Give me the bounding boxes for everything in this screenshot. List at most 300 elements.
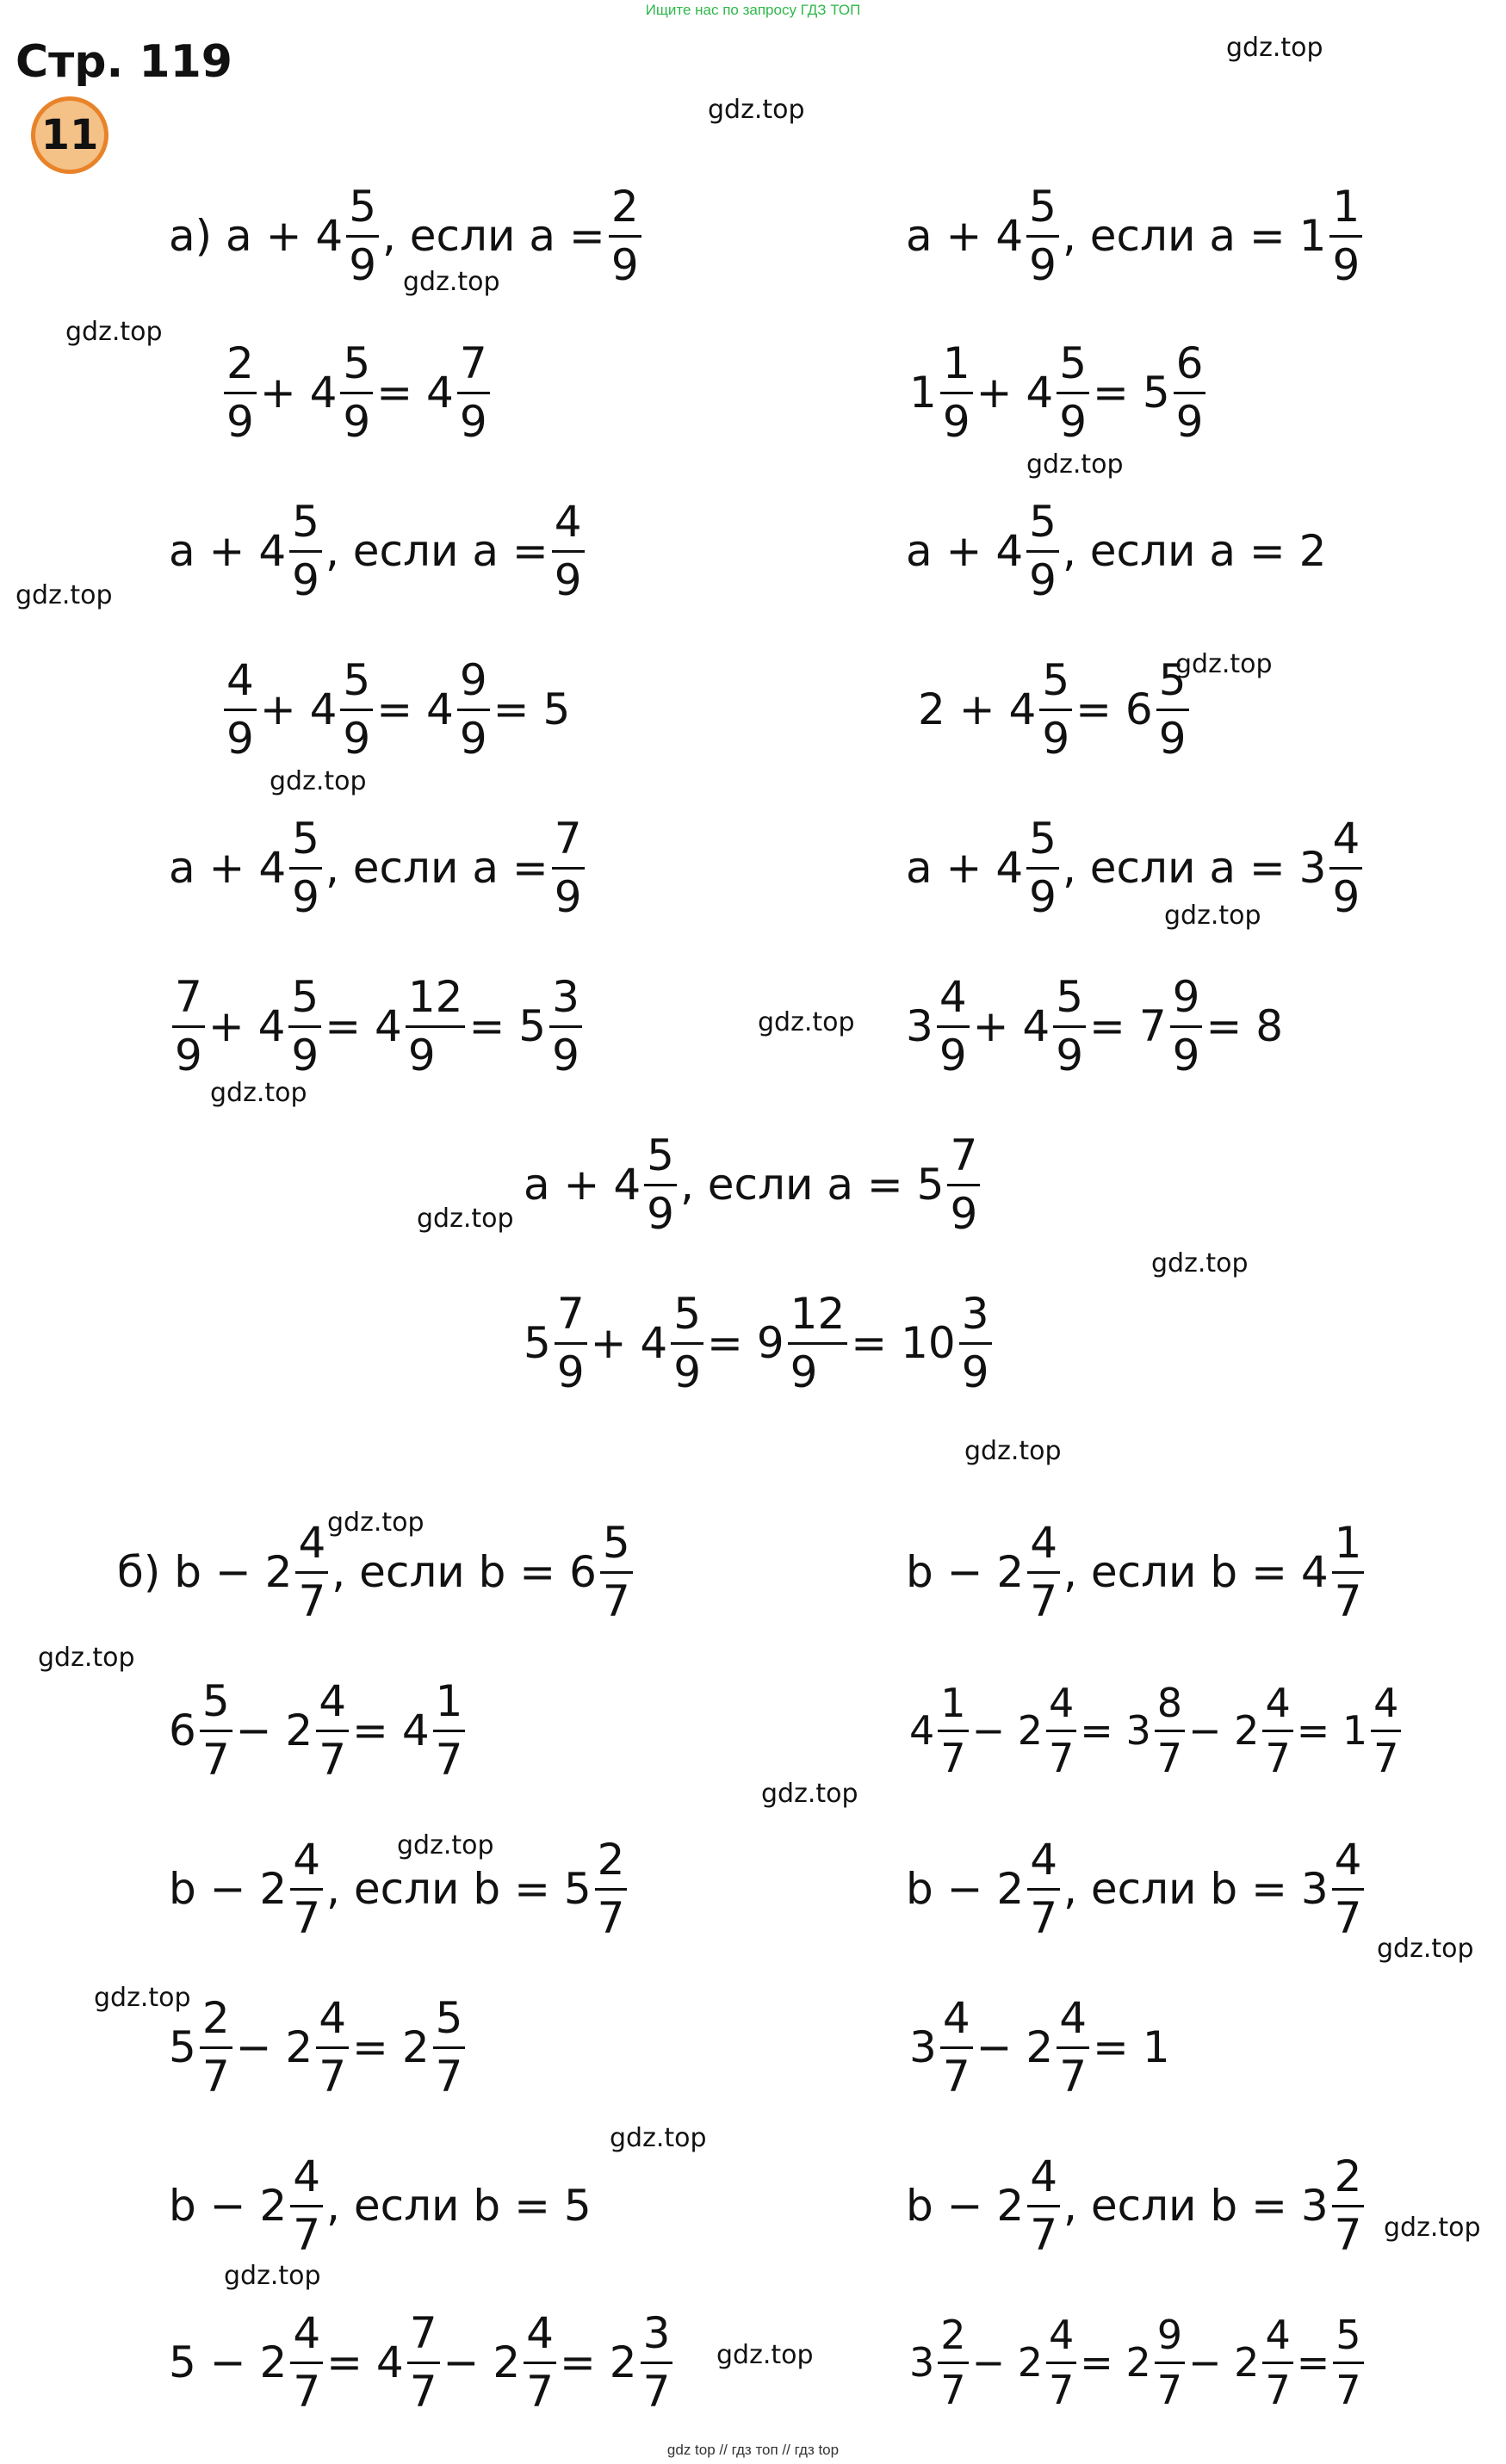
expression-text: = 5 xyxy=(468,1001,547,1051)
fraction xyxy=(346,184,379,288)
fraction xyxy=(600,1520,633,1624)
fraction-bar xyxy=(1026,235,1059,238)
denominator: 7 xyxy=(298,1576,326,1626)
numerator: 5 xyxy=(291,972,319,1022)
search-banner[interactable]: Ищите нас по запросу ГДЗ ТОП xyxy=(645,2,861,18)
expression-text: + 4 xyxy=(972,1001,1050,1051)
denominator: 7 xyxy=(1030,1892,1058,1943)
expression-text: = 2 xyxy=(352,2022,430,2072)
denominator: 9 xyxy=(1332,239,1360,290)
expression-text: , если b = 3 xyxy=(1063,2181,1329,2231)
fraction xyxy=(1027,1837,1060,1941)
numerator: 4 xyxy=(293,2151,321,2201)
denominator: 7 xyxy=(940,1734,966,1781)
expression-text: , если a = 2 xyxy=(1062,526,1327,576)
denominator: 9 xyxy=(459,713,487,764)
fraction-bar xyxy=(172,1025,205,1028)
fraction xyxy=(641,2308,673,2417)
watermark: gdz.top xyxy=(761,1779,858,1809)
fraction-bar xyxy=(552,550,585,553)
task-b-solution-4 xyxy=(909,1662,1404,1799)
watermark: gdz.top xyxy=(270,766,367,796)
task-a-expression-7 xyxy=(524,1116,983,1254)
task-a-expression-6 xyxy=(906,799,1366,937)
watermark: gdz.top xyxy=(417,1204,514,1234)
numerator: 4 xyxy=(1334,1835,1362,1885)
denominator: 9 xyxy=(554,554,582,605)
fraction xyxy=(290,2151,323,2260)
numerator: 5 xyxy=(292,497,319,547)
expression-text: а) a + 4 xyxy=(169,211,344,261)
expression-text: = 5 xyxy=(493,684,571,734)
expression-text: − 2 xyxy=(235,1706,313,1755)
fraction xyxy=(671,1291,703,1395)
numerator: 5 xyxy=(1059,338,1088,388)
expression-text: , если a = 3 xyxy=(1062,843,1327,893)
denominator: 7 xyxy=(1156,2366,1182,2413)
fraction xyxy=(940,338,973,447)
denominator: 9 xyxy=(226,713,254,764)
fraction-bar xyxy=(1329,235,1362,238)
denominator: 7 xyxy=(435,2051,463,2102)
fraction-bar xyxy=(524,2362,556,2364)
fraction xyxy=(1155,1682,1185,1779)
fraction-bar xyxy=(346,235,379,238)
task-b-solution-2 xyxy=(169,1978,468,2116)
numerator: 7 xyxy=(950,1130,978,1180)
expression-text: 5 xyxy=(169,2022,196,2072)
fraction xyxy=(788,1291,848,1395)
numerator: 5 xyxy=(1042,655,1070,705)
fraction-bar xyxy=(224,709,257,711)
expression-text: = 9 xyxy=(707,1318,784,1368)
expression-text: = 2 xyxy=(559,2337,637,2387)
denominator: 7 xyxy=(1373,1734,1399,1781)
fraction xyxy=(1057,1993,1089,2102)
numerator: 1 xyxy=(940,1680,966,1727)
footer-links[interactable]: gdz top // гдз топ // гдз top xyxy=(666,2442,840,2458)
fraction-bar xyxy=(406,1025,466,1028)
expression-text: , если b = 5 xyxy=(326,2181,592,2231)
numerator: 9 xyxy=(1156,2312,1182,2359)
watermark: gdz.top xyxy=(403,267,500,297)
denominator: 9 xyxy=(291,1030,319,1080)
fraction xyxy=(457,655,490,764)
task-a-expression-5 xyxy=(906,482,1326,620)
expression-text: , если a = 5 xyxy=(679,1160,945,1210)
numerator: 4 xyxy=(319,1676,347,1726)
task-a-solution-4 xyxy=(909,324,1209,461)
watermark: gdz.top xyxy=(1175,649,1273,679)
fraction xyxy=(433,1676,466,1785)
denominator: 9 xyxy=(942,396,970,447)
watermark: gdz.top xyxy=(210,1078,307,1108)
numerator: 5 xyxy=(349,182,376,232)
fraction xyxy=(289,499,322,603)
fraction xyxy=(290,2308,323,2417)
numerator: 4 xyxy=(293,2308,321,2358)
expression-text: 6 xyxy=(169,1706,196,1755)
denominator: 9 xyxy=(647,1188,674,1239)
task-b-expression-5 xyxy=(906,1820,1367,1958)
fraction xyxy=(316,1993,349,2102)
fraction-bar xyxy=(200,2046,232,2049)
task-a-solution-6 xyxy=(906,957,1283,1095)
fraction-bar xyxy=(1155,1730,1185,1732)
denominator: 9 xyxy=(407,1030,436,1080)
expression-text: a + 4 xyxy=(906,843,1024,893)
fraction xyxy=(938,1682,968,1779)
expression-text: , если a = xyxy=(325,526,548,576)
expression-text: 3 xyxy=(909,2339,935,2386)
watermark: gdz.top xyxy=(397,1830,494,1860)
fraction xyxy=(289,814,322,922)
task-a-expression-3 xyxy=(169,799,588,937)
expression-text: b − 2 xyxy=(169,2181,288,2231)
expression-text: = xyxy=(1296,2339,1330,2386)
fraction-bar xyxy=(788,1342,848,1345)
numerator: 2 xyxy=(940,2312,966,2359)
fraction xyxy=(552,499,585,603)
expression-text: − 2 xyxy=(443,2337,521,2387)
numerator: 1 xyxy=(1332,182,1360,232)
fraction-bar xyxy=(555,1342,587,1345)
denominator: 7 xyxy=(201,1734,230,1785)
fraction-bar xyxy=(1170,1025,1203,1028)
fraction xyxy=(1332,1520,1365,1624)
numerator: 2 xyxy=(1334,2151,1362,2201)
numerator: 4 xyxy=(319,1993,347,2043)
denominator: 9 xyxy=(226,396,254,447)
fraction-bar xyxy=(1156,709,1189,711)
page-title: Стр. 119 xyxy=(15,36,232,88)
fraction xyxy=(524,2308,556,2417)
denominator: 9 xyxy=(343,396,371,447)
fraction xyxy=(316,1676,349,1785)
denominator: 9 xyxy=(1042,713,1070,764)
expression-text: 5 − 2 xyxy=(169,2337,288,2387)
numerator: 5 xyxy=(201,1676,230,1726)
numerator: 4 xyxy=(526,2308,554,2358)
fraction-bar xyxy=(433,1730,466,1732)
expression-text: 3 xyxy=(909,2022,937,2072)
denominator: 7 xyxy=(1334,1892,1362,1943)
fraction-bar xyxy=(595,1888,628,1891)
denominator: 9 xyxy=(1332,871,1360,922)
task-a-solution-1 xyxy=(220,324,493,461)
expression-text: − 2 xyxy=(1188,1707,1260,1754)
numerator: 1 xyxy=(1334,1518,1362,1568)
fraction-bar xyxy=(457,709,490,711)
expression-text: = 8 xyxy=(1205,1001,1284,1051)
numerator: 7 xyxy=(409,2308,437,2358)
fraction-bar xyxy=(552,867,585,870)
denominator: 7 xyxy=(1265,2366,1291,2413)
denominator: 7 xyxy=(293,1892,321,1943)
numerator: 7 xyxy=(175,972,202,1022)
task-number-badge: 11 xyxy=(31,96,108,174)
denominator: 7 xyxy=(1049,1734,1075,1781)
fraction xyxy=(1039,655,1072,764)
task-a-solution-2 xyxy=(220,641,570,778)
watermark: gdz.top xyxy=(224,2261,321,2291)
expression-text: , если b = 6 xyxy=(332,1547,597,1597)
fraction xyxy=(1170,972,1203,1080)
task-b-expression-2 xyxy=(169,1820,630,1958)
expression-text: b − 2 xyxy=(906,2181,1025,2231)
numerator: 4 xyxy=(1373,1680,1399,1727)
fraction-bar xyxy=(938,1730,968,1732)
denominator: 7 xyxy=(409,2366,437,2417)
expression-text: 4 xyxy=(909,1707,935,1754)
watermark: gdz.top xyxy=(94,1983,191,2013)
expression-text: , если a = xyxy=(382,211,605,261)
fraction xyxy=(340,338,373,447)
task-b-expression-6 xyxy=(906,2137,1367,2275)
task-a-expression-2 xyxy=(169,482,588,620)
numerator: 7 xyxy=(459,338,487,388)
denominator: 9 xyxy=(292,871,319,922)
watermark: gdz.top xyxy=(758,1007,855,1037)
fraction-bar xyxy=(1329,867,1362,870)
fraction-bar xyxy=(1333,2362,1363,2364)
numerator: 5 xyxy=(647,1130,674,1180)
fraction xyxy=(1046,1682,1076,1779)
numerator: 3 xyxy=(961,1289,989,1339)
fraction-bar xyxy=(433,2046,466,2049)
numerator: 8 xyxy=(1156,1680,1182,1727)
denominator: 9 xyxy=(1172,1030,1200,1080)
denominator: 7 xyxy=(1030,1576,1058,1626)
fraction-bar xyxy=(407,2362,440,2364)
fraction-bar xyxy=(457,392,490,394)
fraction xyxy=(549,972,582,1080)
fraction-bar xyxy=(1053,1025,1086,1028)
denominator: 7 xyxy=(1334,1576,1362,1626)
fraction-bar xyxy=(1027,1571,1060,1574)
expression-text: − 2 xyxy=(971,2339,1043,2386)
fraction xyxy=(1053,972,1086,1080)
expression-text: a + 4 xyxy=(169,843,287,893)
numerator: 5 xyxy=(292,814,319,864)
numerator: 9 xyxy=(1172,972,1200,1022)
numerator: 4 xyxy=(293,1835,321,1885)
fraction xyxy=(1333,2314,1363,2411)
denominator: 9 xyxy=(939,1030,967,1080)
fraction-bar xyxy=(1057,392,1089,394)
fraction-bar xyxy=(940,2046,973,2049)
fraction-bar xyxy=(290,1888,323,1891)
denominator: 9 xyxy=(950,1188,978,1239)
expression-text: − 2 xyxy=(976,2022,1054,2072)
fraction xyxy=(1371,1682,1401,1779)
fraction-bar xyxy=(600,1571,633,1574)
fraction-bar xyxy=(947,1184,980,1186)
fraction xyxy=(1027,1520,1060,1624)
numerator: 4 xyxy=(1030,1835,1058,1885)
denominator: 7 xyxy=(602,1576,630,1626)
denominator: 7 xyxy=(526,2366,554,2417)
fraction-bar xyxy=(316,2046,349,2049)
numerator: 5 xyxy=(343,338,371,388)
fraction xyxy=(555,1291,587,1395)
fraction-bar xyxy=(1027,2205,1060,2207)
denominator: 7 xyxy=(942,2051,970,2102)
expression-text: + 4 xyxy=(976,368,1054,418)
fraction xyxy=(609,184,641,288)
fraction-bar xyxy=(938,2362,968,2364)
fraction-bar xyxy=(549,1025,582,1028)
fraction xyxy=(1329,814,1362,922)
numerator: 7 xyxy=(554,814,582,864)
fraction-bar xyxy=(290,2205,323,2207)
denominator: 9 xyxy=(1158,713,1187,764)
fraction xyxy=(940,1993,973,2102)
denominator: 7 xyxy=(435,1734,463,1785)
denominator: 9 xyxy=(459,396,487,447)
denominator: 9 xyxy=(610,239,639,290)
watermark: gdz.top xyxy=(1226,33,1323,63)
fraction-bar xyxy=(340,392,373,394)
fraction-bar xyxy=(609,235,641,238)
fraction xyxy=(295,1520,328,1624)
numerator: 5 xyxy=(1056,972,1084,1022)
expression-text: = 2 xyxy=(1080,2339,1151,2386)
expression-text: a + 4 xyxy=(906,526,1024,576)
numerator: 5 xyxy=(1029,497,1057,547)
expression-text: = 4 xyxy=(376,684,454,734)
watermark: gdz.top xyxy=(1026,449,1124,480)
fraction xyxy=(644,1130,677,1239)
fraction xyxy=(938,2314,968,2411)
fraction xyxy=(406,972,466,1080)
expression-text: + 4 xyxy=(590,1318,668,1368)
fraction-bar xyxy=(1174,392,1206,394)
fraction-bar xyxy=(1332,1571,1365,1574)
expression-text: = 1 xyxy=(1296,1707,1368,1754)
fraction-bar xyxy=(1155,2362,1185,2364)
fraction xyxy=(595,1837,628,1941)
watermark: gdz.top xyxy=(15,580,113,610)
numerator: 4 xyxy=(1049,2312,1075,2359)
denominator: 7 xyxy=(1059,2051,1088,2102)
expression-text: + 4 xyxy=(208,1001,286,1051)
denominator: 9 xyxy=(554,871,582,922)
fraction xyxy=(1026,814,1059,922)
task-b-expression-3 xyxy=(169,2137,592,2275)
numerator: 4 xyxy=(226,655,254,705)
denominator: 7 xyxy=(293,2366,321,2417)
denominator: 9 xyxy=(1056,1030,1084,1080)
denominator: 9 xyxy=(175,1030,202,1080)
numerator: 5 xyxy=(602,1518,630,1568)
expression-text: б) b − 2 xyxy=(117,1547,293,1597)
numerator: 4 xyxy=(1030,2151,1058,2201)
fraction-bar xyxy=(1046,1730,1076,1732)
fraction xyxy=(1332,1837,1365,1941)
numerator: 4 xyxy=(1049,1680,1075,1727)
expression-text: , если b = 3 xyxy=(1063,1864,1329,1914)
denominator: 7 xyxy=(1265,1734,1291,1781)
denominator: 7 xyxy=(293,2209,321,2260)
denominator: 7 xyxy=(642,2366,671,2417)
denominator: 9 xyxy=(552,1030,579,1080)
numerator: 2 xyxy=(610,182,639,232)
numerator: 5 xyxy=(1158,655,1187,705)
numerator: 1 xyxy=(942,338,970,388)
task-a-solution-7 xyxy=(524,1274,995,1412)
expression-text: b − 2 xyxy=(169,1864,288,1914)
expression-text: a + 4 xyxy=(169,526,287,576)
fraction xyxy=(1026,499,1059,603)
fraction xyxy=(1156,655,1189,764)
numerator: 3 xyxy=(552,972,579,1022)
fraction-bar xyxy=(1026,867,1059,870)
numerator: 7 xyxy=(556,1289,585,1339)
fraction-bar xyxy=(1262,2362,1292,2364)
watermark: gdz.top xyxy=(65,317,163,347)
watermark: gdz.top xyxy=(708,95,805,125)
fraction xyxy=(1332,2151,1365,2260)
expression-text: = 4 xyxy=(325,1001,402,1051)
expression-text: − 2 xyxy=(1188,2339,1260,2386)
fraction xyxy=(937,972,970,1080)
expression-text: a + 4 xyxy=(524,1160,641,1210)
denominator: 9 xyxy=(961,1347,989,1397)
denominator: 9 xyxy=(1175,396,1204,447)
fraction xyxy=(340,655,373,764)
numerator: 6 xyxy=(1175,338,1204,388)
denominator: 9 xyxy=(343,713,371,764)
fraction xyxy=(959,1291,992,1395)
fraction xyxy=(1046,2314,1076,2411)
fraction-bar xyxy=(671,1342,703,1345)
expression-text: = 7 xyxy=(1089,1001,1167,1051)
fraction xyxy=(172,972,205,1080)
numerator: 1 xyxy=(435,1676,463,1726)
denominator: 7 xyxy=(597,1892,625,1943)
task-b-expression-4 xyxy=(906,1503,1367,1641)
fraction xyxy=(947,1130,980,1239)
expression-text: b − 2 xyxy=(906,1547,1025,1597)
expression-text: 2 + 4 xyxy=(918,684,1037,734)
numerator: 4 xyxy=(942,1993,970,2043)
numerator: 9 xyxy=(459,655,487,705)
watermark: gdz.top xyxy=(964,1436,1062,1466)
denominator: 9 xyxy=(1059,396,1088,447)
denominator: 7 xyxy=(319,1734,347,1785)
numerator: 5 xyxy=(343,655,371,705)
expression-text: , если b = 4 xyxy=(1063,1547,1329,1597)
denominator: 7 xyxy=(319,2051,347,2102)
numerator: 5 xyxy=(673,1289,702,1339)
fraction-bar xyxy=(288,1025,321,1028)
expression-text: = 1 xyxy=(1093,2022,1170,2072)
denominator: 9 xyxy=(1029,871,1057,922)
fraction xyxy=(224,655,257,764)
numerator: 5 xyxy=(1029,182,1057,232)
fraction xyxy=(1057,338,1089,447)
fraction-bar xyxy=(937,1025,970,1028)
task-a-solution-5 xyxy=(918,641,1193,778)
numerator: 12 xyxy=(407,972,463,1022)
denominator: 7 xyxy=(1336,2366,1361,2413)
denominator: 7 xyxy=(1030,2209,1058,2260)
task-a-expression-4 xyxy=(906,167,1366,305)
numerator: 2 xyxy=(201,1993,230,2043)
expression-text: = 6 xyxy=(1075,684,1153,734)
numerator: 2 xyxy=(226,338,254,388)
